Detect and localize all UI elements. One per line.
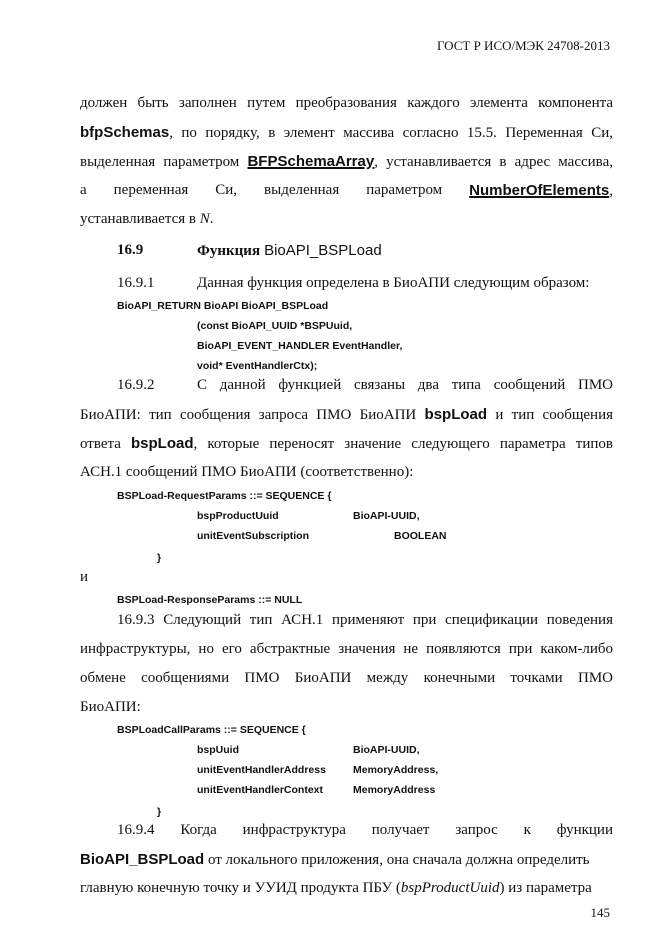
code4-r1-type: BioAPI-UUID,: [353, 744, 420, 756]
page-header: ГОСТ Р ИСО/МЭК 24708-2013: [436, 38, 610, 53]
para1-line2: bfpSchemas, по порядку, в элемент массива согласно 15.5. Переменная Си,: [80, 124, 613, 141]
code-bfpschemas: bfpSchemas: [80, 124, 170, 141]
para1-line1: должен быть заполнен путем преобразования каждого элемента компонента: [80, 95, 613, 111]
link-numberofelements[interactable]: NumberOfElements: [469, 182, 610, 199]
para1-line4: а переменная Си, выделенная параметром NumberOfElements,: [80, 182, 613, 199]
code3: BSPLoad-ResponseParams ::= NULL: [117, 594, 303, 606]
p1691-text: Данная функция определена в БиоАПИ следующим образом:: [197, 275, 590, 291]
code-bspload-1: bspLoad: [424, 406, 488, 423]
p1693-line3: обмене сообщениями ПМО БиоАПИ между конечными точками ПМО: [80, 670, 613, 686]
code4-close: }: [157, 806, 162, 818]
p1691-number: 16.9.1: [117, 275, 155, 291]
para1-line3: выделенная параметром BFPSchemaArray, устанавливается в адрес массива,: [80, 153, 613, 170]
link-bfpschemaarray[interactable]: BFPSchemaArray: [247, 153, 375, 170]
page-number: 145: [590, 905, 610, 920]
p1693-line4: БиоАПИ:: [80, 699, 141, 715]
p1693-line1: 16.9.3 Следующий тип АСН.1 применяют при спецификации поведения: [117, 612, 613, 628]
code4-r2-type: MemoryAddress,: [353, 764, 439, 776]
code4-r3-type: MemoryAddress: [353, 784, 436, 796]
code2-r2-type: BOOLEAN: [394, 530, 447, 542]
p1692-line2: БиоАПИ: тип сообщения запроса ПМО БиоАПИ bspLoad и тип сообщения: [80, 406, 614, 423]
code2-head: BSPLoad-RequestParams ::= SEQUENCE {: [117, 490, 332, 502]
p1692-line1: С данной функцией связаны два типа сообщений ПМО: [197, 377, 613, 393]
code-bspload-2: bspLoad: [131, 435, 194, 452]
code4-r2-name: unitEventHandlerAddress: [197, 764, 326, 776]
and-word: и: [80, 569, 89, 585]
p1693-line2: инфраструктуры, но его абстрактные значения не появляются при каком-либо: [80, 641, 613, 657]
p1694-line3: главную конечную точку и УУИД продукта ПБУ (bspProductUuid) из параметра: [80, 880, 592, 896]
code1-line3: BioAPI_EVENT_HANDLER EventHandler,: [197, 340, 403, 352]
code2-r1-type: BioAPI-UUID,: [353, 510, 420, 522]
code2-close: }: [157, 552, 162, 564]
p1694-line1: 16.9.4 Когда инфраструктура получает запрос к функции: [117, 822, 613, 838]
code1-line2: (const BioAPI_UUID *BSPUuid,: [197, 320, 353, 332]
p1692-line4: АСН.1 сообщений ПМО БиоАПИ (соответственно):: [80, 464, 414, 480]
code4-head: BSPLoadCallParams ::= SEQUENCE {: [117, 724, 306, 736]
code1-line4: void* EventHandlerCtx);: [197, 360, 318, 372]
p1692-line3: ответа bspLoad, которые переносят значение следующего параметра типов: [80, 435, 613, 452]
para1-line5: устанавливается в N.: [80, 211, 214, 227]
p1694-line2: BioAPI_BSPLoad от локального приложения, она сначала должна определить: [80, 851, 590, 868]
code-bioapi-bspload: BioAPI_BSPLoad: [80, 851, 205, 868]
code2-r1-name: bspProductUuid: [197, 510, 279, 522]
section-number: 16.9: [117, 242, 144, 258]
p1692-number: 16.9.2: [117, 377, 155, 393]
code1-line1: BioAPI_RETURN BioAPI BioAPI_BSPLoad: [117, 300, 329, 312]
code4-r3-name: unitEventHandlerContext: [197, 784, 324, 796]
code4-r1-name: bspUuid: [197, 744, 239, 756]
section-title: Функция BioAPI_BSPLoad: [197, 242, 382, 259]
code2-r2-name: unitEventSubscription: [197, 530, 310, 542]
